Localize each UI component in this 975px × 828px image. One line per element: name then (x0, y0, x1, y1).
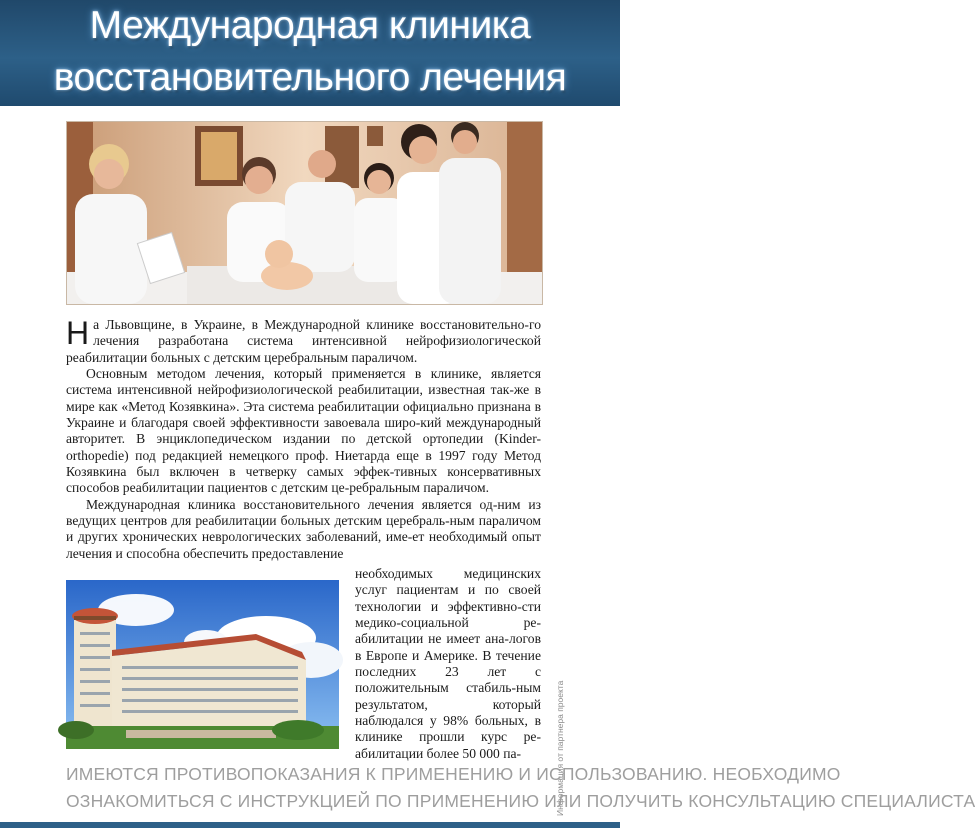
disclaimer-line-1: ИМЕЮТСЯ ПРОТИВОПОКАЗАНИЯ К ПРИМЕНЕНИЮ И ИСПОЛЬЗОВАНИЮ. НЕОБХОДИМО (66, 764, 841, 784)
staff-photo (66, 121, 543, 305)
article-paragraph-1 (66, 317, 541, 366)
page-title (0, 2, 620, 102)
title-line-2: восстановительного лечения (53, 56, 567, 99)
article-body (66, 317, 541, 562)
article-continuation-column (355, 566, 541, 762)
drop-cap: Н (66, 315, 90, 351)
article-paragraph-2: Основным методом лечения, который применяется в клинике, является система интенсивной нейрофизиологической реабилитации, известная так-же в мире как «Метод Козявкина». Эта система реабилитации официально признана в Украине и благодаря своей эффективности завоевала широ-кий международный авторитет. В энциклопедическом издании по детской ортопедии (Kinder-orthopedie) под редакцией немецкого проф. Ниетарда еще в 1997 году Метод Козявкина был включен в четверку самых эффек-тивных консервативных способов реабилитации пациентов с детским це-ребральным параличом. (66, 366, 541, 496)
disclaimer-line-2: ОЗНАКОМИТЬСЯ С ИНСТРУКЦИЕЙ ПО ПРИМЕНЕНИЮ ИЛИ ПОЛУЧИТЬ КОНСУЛЬТАЦИЮ СПЕЦИАЛИСТА (66, 791, 975, 811)
medical-disclaimer (66, 761, 975, 815)
bottom-border (0, 822, 620, 828)
sponsor-note: Информация от партнера проекта (555, 680, 565, 816)
page-header (0, 0, 620, 106)
article-paragraph-3: Международная клиника восстановительного лечения является од-ним из ведущих центров для реабилитации больных детским церебраль-ным параличом и других хронических неврологических заболеваний, име-ет необходимый опыт лечения и способна обеспечить предоставление (66, 496, 541, 561)
paragraph-1-text: а Львовщине, в Украине, в Международной клинике восстановительно-го лечения разработана система интенсивной нейрофизиологической реабилитации больных с детским церебральным параличом. (66, 317, 541, 365)
article-paragraph-3-continued: необходимых медицинских услуг пациентам и по своей технологии и эффективно-сти медико-социальной ре-абилитации не имеет ана-логов в Европе и Америке. В течение последних 23 лет с положительным стабиль-ным результатом, который наблюдался у 98% больных, в клинике прошли курс ре-абилитации более 50 000 па- (355, 566, 541, 761)
clinic-building-photo (66, 580, 339, 749)
title-line-1: Международная клиника (89, 4, 531, 47)
